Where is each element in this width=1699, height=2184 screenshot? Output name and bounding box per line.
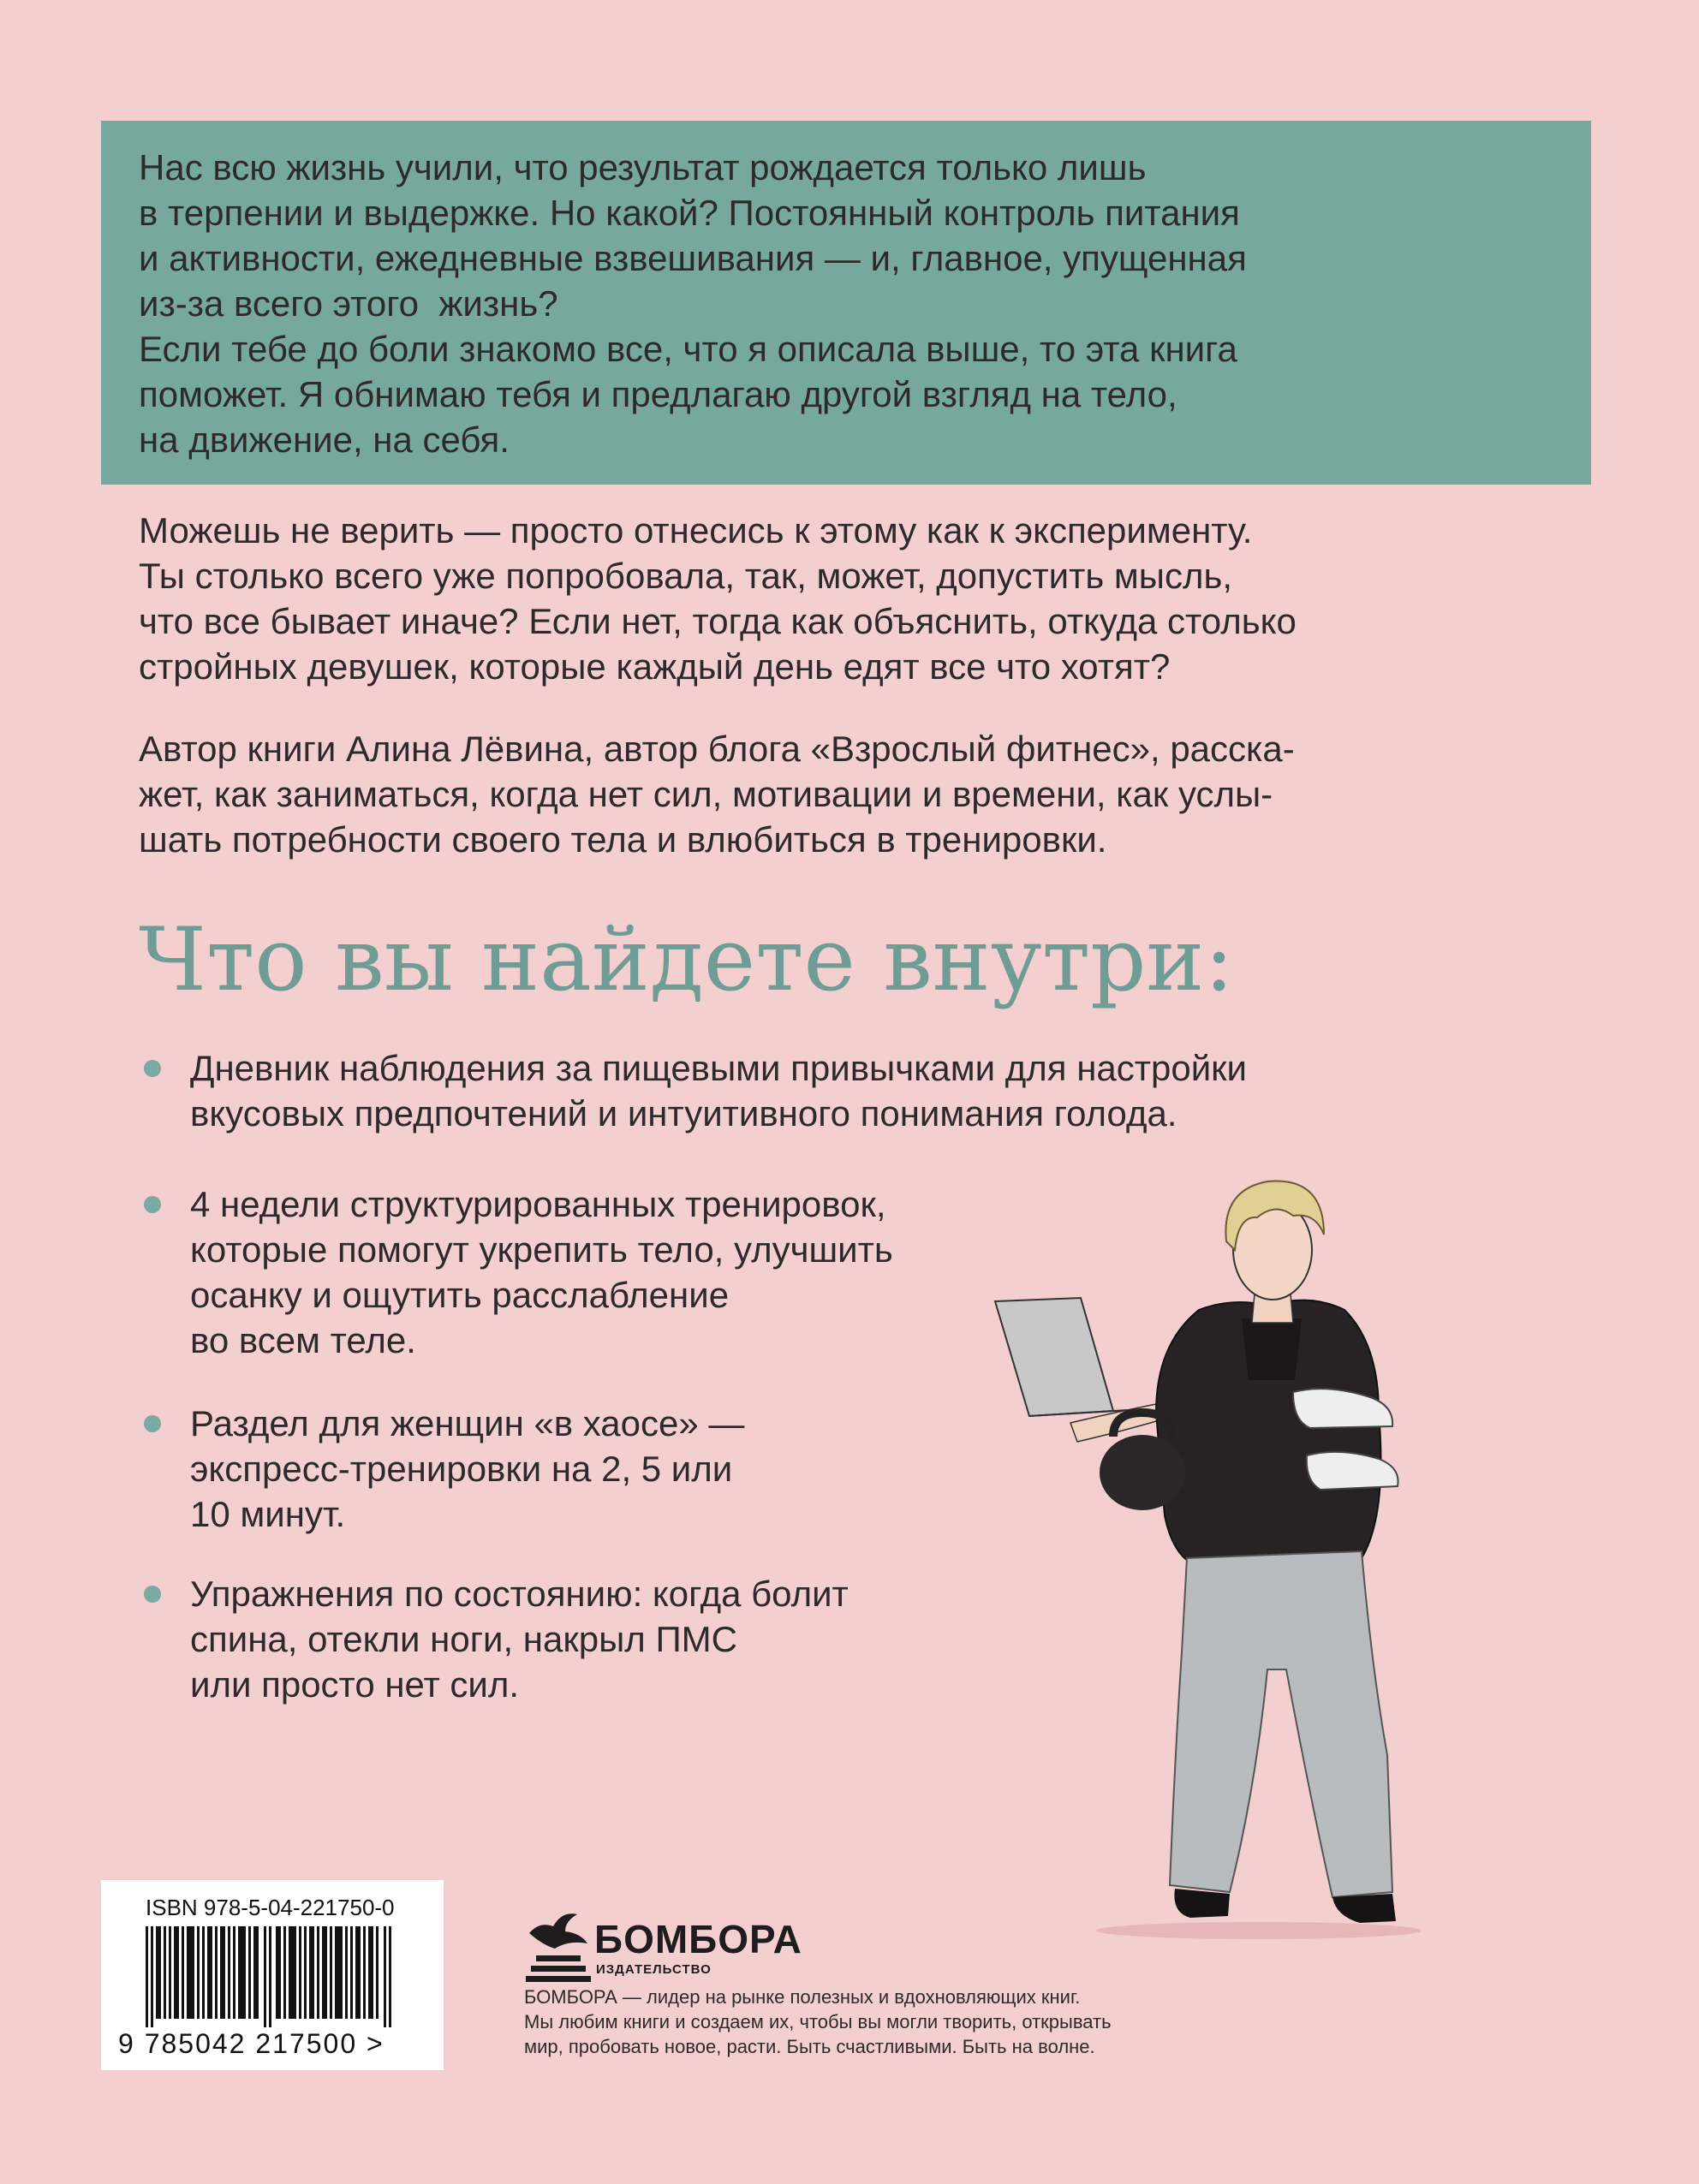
bullet-line: спина, отекли ноги, накрыл ПМС [190, 1619, 737, 1659]
publisher-line: Мы любим книги и создаем их, чтобы вы могли творить, открывать [524, 2011, 1112, 2032]
inside-heading: Что вы найдете внутри: [139, 909, 1234, 1011]
bullet-line: или просто нет сил. [190, 1664, 520, 1705]
bullet-line: экспресс-тренировки на 2, 5 или [190, 1449, 733, 1489]
intro-line: поможет. Я обнимаю тебя и предлагаю другой взгляд на тело, [139, 374, 1177, 414]
kettlebell-icon [1100, 1413, 1185, 1510]
intro-box [101, 121, 1591, 485]
intro-line: в терпении и выдержке. Но какой? Постоянный контроль питания [139, 193, 1240, 233]
publisher-blurb [524, 1985, 1112, 2059]
barcode-box [101, 1880, 444, 2070]
floor-shadow [1096, 1922, 1422, 1939]
logo-subtitle: ИЗДАТЕЛЬСТВО [596, 1962, 712, 1977]
left-heel [1174, 1889, 1230, 1918]
paragraph-line: Автор книги Алина Лёвина, автор блога «Взрослый фитнес», расска- [139, 729, 1295, 769]
paragraph-line: что все бывает иначе? Если нет, тогда как объяснить, откуда столько [139, 601, 1297, 641]
bullet-line: 4 недели структурированных тренировок, [190, 1184, 886, 1224]
trousers [1170, 1551, 1392, 1897]
logo-name: БОМБОРА [594, 1917, 802, 1961]
intro-line: Если тебе до боли знакомо все, что я описала выше, то эта книга [139, 329, 1237, 369]
paragraph-line: жет, как заниматься, когда нет сил, мотивации и времени, как услы- [139, 774, 1273, 814]
paragraph-author [139, 726, 1295, 862]
publisher-line: БОМБОРА — лидер на рынке полезных и вдохновляющих книг. [524, 1986, 1081, 2008]
bullet-dot-icon [144, 1586, 161, 1603]
intro-line: и активности, ежедневные взвешивания — и, главное, упущенная [139, 238, 1247, 278]
publisher-line: мир, пробовать новое, расти. Быть счастливыми. Быть на волне. [524, 2036, 1095, 2057]
paragraph-line: стройных девушек, которые каждый день едят все что хотят? [139, 646, 1171, 687]
bombora-logo-icon [524, 1902, 593, 1985]
isbn-digits: 9 785042 217500 > [118, 2028, 385, 2059]
bullet-line: Упражнения по состоянию: когда болит [190, 1574, 849, 1614]
bullet-line: 10 минут. [190, 1494, 346, 1534]
paragraph-line: шать потребности своего тела и влюбиться в тренировки. [139, 819, 1107, 860]
bullet-line: вкусовых предпочтений и интуитивного понимания голода. [190, 1093, 1177, 1134]
barcode-bars [146, 1926, 402, 2027]
bullet-line: Дневник наблюдения за пищевыми привычками для настройки [190, 1048, 1248, 1088]
bullet-dot-icon [144, 1060, 161, 1077]
bullet-dot-icon [144, 1196, 161, 1213]
top [1242, 1318, 1302, 1380]
bullet-line: осанку и ощутить расслабление [190, 1275, 730, 1315]
intro-line: из-за всего этого жизнь? [139, 283, 558, 324]
right-heel [1332, 1894, 1396, 1923]
intro-line: на движение, на себя. [139, 420, 510, 460]
author-illustration [985, 1156, 1499, 1943]
paragraph-line: Ты столько всего уже попробовала, так, может, допустить мысль, [139, 556, 1233, 596]
paragraph-line: Можешь не верить — просто отнесись к этому как к эксперименту. [139, 510, 1253, 550]
bullet-dot-icon [144, 1415, 161, 1432]
paragraph-experiment [139, 508, 1297, 689]
isbn-label: ISBN 978-5-04-221750-0 [146, 1895, 395, 1920]
bullet-line: во всем теле. [190, 1320, 416, 1360]
publisher-logo [524, 1902, 802, 1989]
bullet-line: Раздел для женщин «в хаосе» — [190, 1403, 745, 1443]
intro-line: Нас всю жизнь учили, что результат рождается только лишь [139, 147, 1147, 187]
bullet-line: которые помогут укрепить тело, улучшить [190, 1229, 893, 1270]
